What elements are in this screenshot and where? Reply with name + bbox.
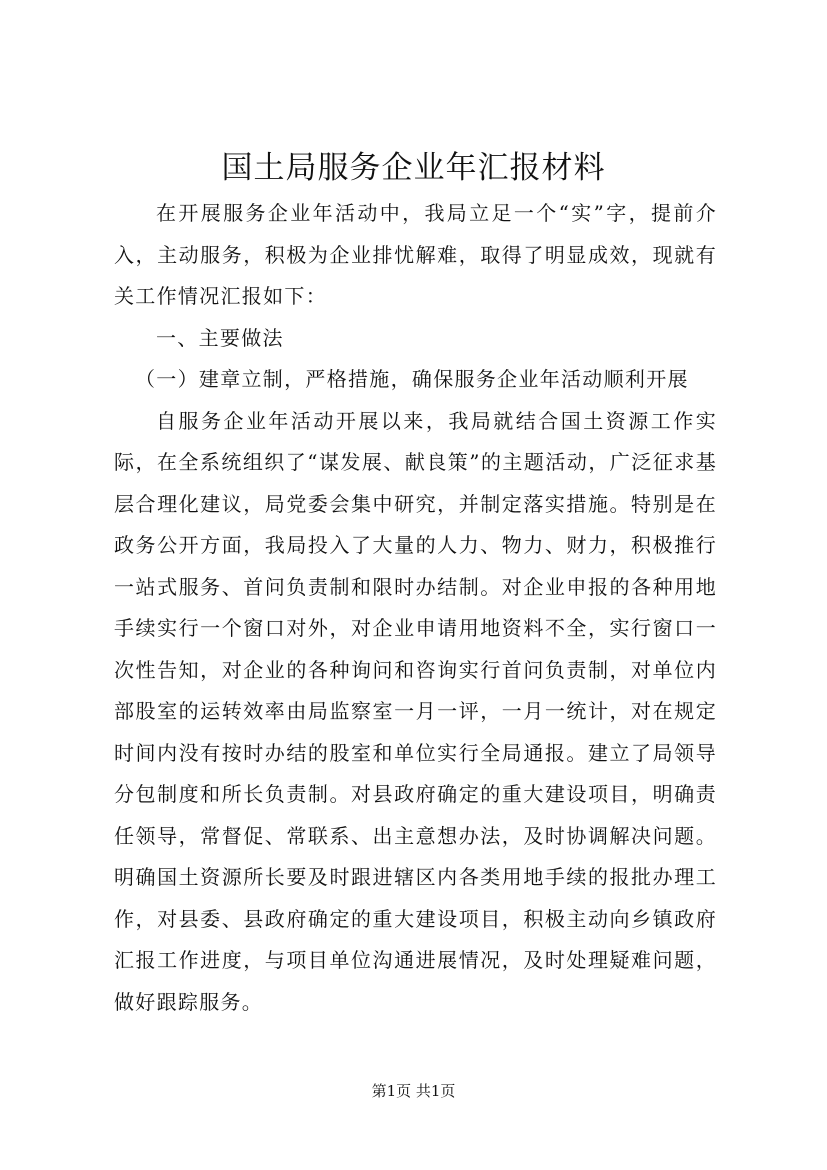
document-body bbox=[114, 193, 717, 1023]
subsection-paragraph: 自服务企业年活动开展以来，我局就结合国土资源工作实际，在全系统组织了“谋发展、献良策”的主题活动，广泛征求基层合理化建议，局党委会集中研究，并制定落实措施。特别是在政务公开方面，我局投入了大量的人力、物力、财力，积极推行一站式服务、首问负责制和限时办结制。对企业申报的各种用地手续实行一个窗口对外，对企业申请用地资料不全，实行窗口一次性告知，对企业的各种询问和咨询实行首问负责制，对单位内部股室的运转效率由局监察室一月一评，一月一统计，对在规定时间内没有按时办结的股室和单位实行全局通报。建立了局领导分包制度和所长负责制。对县政府确定的重大建设项目，明确责任领导，常督促、常联系、出主意想办法，及时协调解决问题。明确国土资源所长要及时跟进辖区内各类用地手续的报批办理工作，对县委、县政府确定的重大建设项目，积极主动向乡镇政府汇报工作进度，与项目单位沟通进展情况，及时处理疑难问题，做好跟踪服务。 bbox=[114, 408, 717, 1014]
section-heading: 一、主要做法 bbox=[156, 325, 284, 350]
document-title: 国土局服务企业年汇报材料 bbox=[221, 150, 606, 186]
page-footer: 第1页 共1页 bbox=[371, 1082, 456, 1100]
intro-paragraph: 在开展服务企业年活动中，我局立足一个“实”字，提前介入，主动服务，积极为企业排忧解难，取得了明显成效，现就有关工作情况汇报如下： bbox=[114, 201, 717, 308]
subsection-heading: （一）建章立制，严格措施，确保服务企业年活动顺利开展 bbox=[135, 367, 689, 391]
